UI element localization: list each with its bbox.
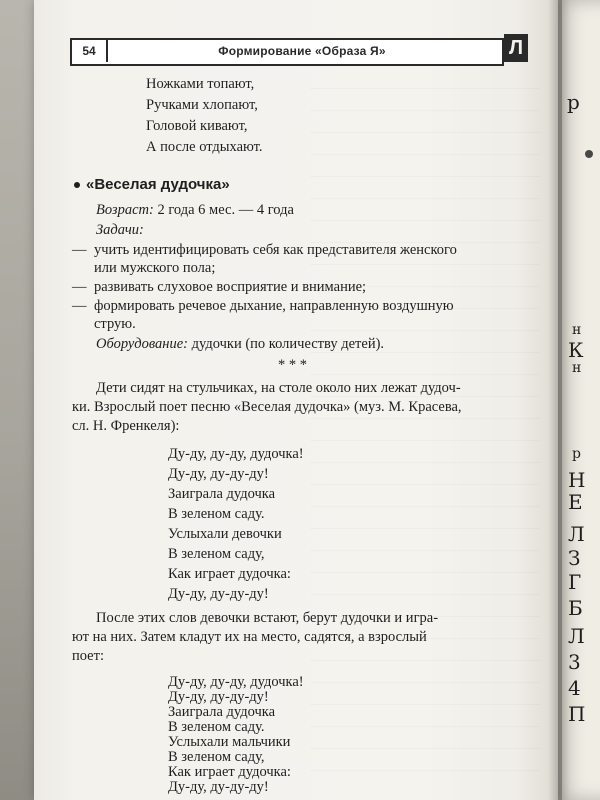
next-page-fragment: Л (568, 522, 585, 546)
section-bullet-icon (74, 182, 80, 188)
next-page-fragment: Н (568, 468, 586, 492)
song-line: В зеленом саду, (168, 546, 265, 562)
paragraph-line: ки. Взрослый поет песню «Веселая дудочка» (муз. М. Красева, (72, 399, 462, 415)
paragraph-line: поет: (72, 648, 104, 664)
song-line: Ду-ду, ду-ду-ду! (168, 779, 269, 795)
paragraph-line: сл. Н. Френкеля): (72, 418, 180, 434)
next-page-bullet-icon (585, 150, 593, 158)
song-line: В зеленом саду. (168, 506, 265, 522)
song-line: Заиграла дудочка (168, 486, 276, 502)
age-line (96, 202, 294, 218)
poem-line: Ножками топают, (146, 76, 255, 92)
section-title: «Веселая дудочка» (86, 176, 230, 193)
page-edge-shadow (548, 0, 562, 800)
next-page-fragment: 4 (568, 676, 581, 700)
song-line: Как играет дудочка: (168, 566, 291, 582)
task-line: или мужского пола; (94, 260, 216, 276)
song-line: Ду-ду, ду-ду, дудочка! (168, 674, 304, 690)
next-page-fragment: 3 (568, 650, 581, 674)
equipment-label: Оборудование: (96, 336, 189, 352)
page-number: 54 (82, 44, 96, 58)
next-page-fragment: н (572, 360, 582, 376)
age-label: Возраст: (96, 202, 154, 218)
poem-line: Ручками хлопают, (146, 97, 258, 113)
equipment-line (96, 336, 384, 352)
song-line: Как играет дудочка: (168, 764, 291, 780)
song-line: Ду-ду, ду-ду-ду! (168, 586, 269, 602)
next-page-fragment: Е (568, 490, 583, 514)
next-page-fragment: Л (568, 624, 585, 648)
next-page-fragment: н (572, 322, 582, 338)
equipment-value: дудочки (по количеству детей). (188, 336, 385, 352)
next-page-fragment: З (568, 546, 581, 570)
song-line: Ду-ду, ду-ду-ду! (168, 689, 269, 705)
song-line: Ду-ду, ду-ду, дудочка! (168, 446, 304, 462)
task-dash-icon: — (72, 242, 87, 258)
poem-line: Головой кивают, (146, 118, 248, 134)
separator-asterisks: * * * (278, 357, 307, 373)
paragraph-line: ют на них. Затем кладут их на место, садятся, а взрослый (72, 629, 427, 645)
song-line: В зеленом саду. (168, 719, 265, 735)
next-page-fragment: П (568, 702, 586, 726)
song-line: Услыхали мальчики (168, 734, 291, 750)
paragraph-line: Дети сидят на стульчиках, на столе около них лежат дудоч- (96, 380, 461, 396)
task-line: формировать речевое дыхание, направленную воздушную (94, 298, 454, 314)
task-dash-icon: — (72, 298, 87, 314)
song-line: Заиграла дудочка (168, 704, 276, 720)
chapter-tab: Л (504, 34, 528, 62)
age-value: 2 года 6 мес. — 4 года (153, 202, 294, 218)
running-title: Формирование «Образа Я» (218, 44, 386, 58)
song-line: В зеленом саду, (168, 749, 265, 765)
song-line: Услыхали девочки (168, 526, 282, 542)
next-page-fragment: Г (568, 570, 582, 594)
poem-line: А после отдыхают. (146, 139, 263, 155)
paragraph-line: После этих слов девочки встают, берут дудочки и игра- (96, 610, 439, 626)
task-line: учить идентифицировать себя как представителя женского (94, 242, 457, 258)
next-page-fragment: р (567, 90, 580, 114)
next-page-fragment: Б (568, 596, 583, 620)
song-line: Ду-ду, ду-ду-ду! (168, 466, 269, 482)
task-line: развивать слуховое восприятие и внимание; (94, 279, 367, 295)
tasks-label: Задачи: (96, 222, 144, 238)
task-line: струю. (94, 316, 136, 332)
next-page-fragment: р (572, 446, 581, 462)
next-page-fragment: К (568, 338, 584, 362)
bleed-through-texture (310, 80, 540, 780)
task-dash-icon: — (72, 279, 87, 295)
